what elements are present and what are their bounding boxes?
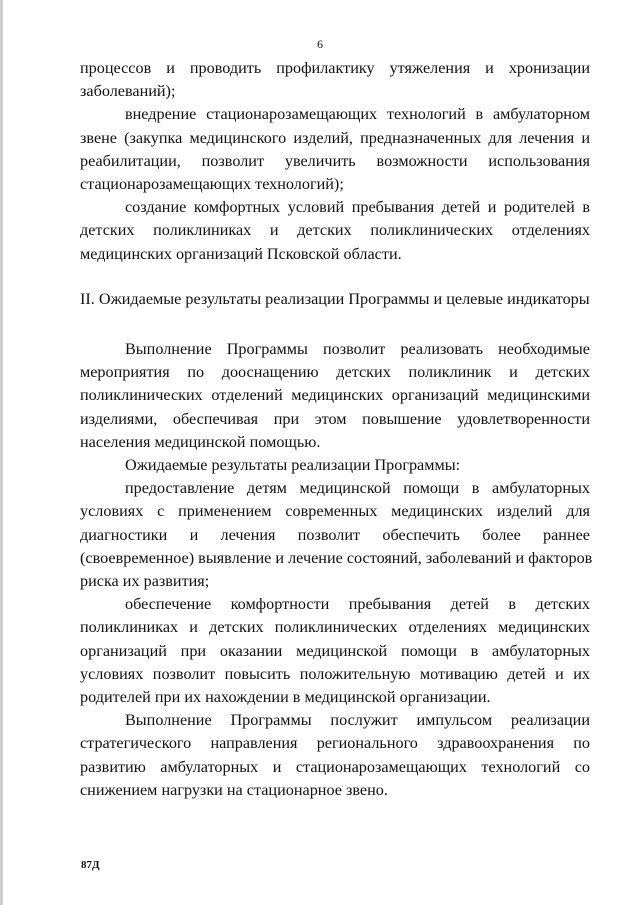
text-line: Выполнение Программы послужит импульсом реализации — [125, 711, 590, 730]
text-line: стационарозамещающих технологий); — [80, 175, 344, 194]
text-line: диагностики и лечения позволит обеспечить более раннее — [80, 525, 590, 544]
page-number: 6 — [317, 37, 323, 51]
paragraph — [80, 709, 590, 802]
text-line: медицинских организаций Псковской области. — [80, 244, 402, 263]
text-line: условиях позволит повысить положительную мотивацию детей и их — [80, 664, 590, 683]
paragraph — [80, 593, 590, 709]
footer-code: 87Д — [81, 859, 100, 871]
text-block-results — [80, 338, 593, 802]
text-line: детских поликлиниках и детских поликлинических отделениях — [80, 221, 590, 240]
paragraph — [80, 338, 590, 454]
text-line: снижением нагрузки на стационарное звено. — [80, 780, 388, 799]
text-line: обеспечение комфортности пребывания детей в детских — [125, 595, 590, 614]
text-block-intro — [80, 57, 590, 266]
text-line: стратегического направления регионального здравоохранения по — [80, 734, 590, 753]
text-line: условиях с применением современных медицинских изделий для — [80, 502, 590, 521]
text-line: развитию амбулаторных и стационарозамещающих технологий со — [80, 757, 590, 776]
text-line: изделиями, обеспечивая при этом повышение удовлетворенности — [80, 409, 590, 428]
text-line: (своевременное) выявление и лечение состояний, заболеваний и факторов — [80, 548, 593, 567]
text-line: Выполнение Программы позволит реализовать необходимые — [125, 340, 590, 358]
paragraph — [80, 477, 593, 593]
text-line: организаций при оказании медицинской помощи в амбулаторных — [80, 641, 590, 660]
text-line: родителей при их нахождении в медицинской организации. — [80, 688, 491, 707]
text-line: процессов и проводить профилактику утяжеления и хронизации — [80, 59, 590, 77]
text-line: звене (закупка медицинского изделий, предназначенных для лечения и — [80, 128, 590, 147]
text-line: предоставление детям медицинской помощи в амбулаторных — [125, 479, 590, 498]
paragraph — [80, 196, 590, 266]
text-line: риска их развития; — [80, 572, 210, 591]
text-line: реабилитации, позволит увеличить возможности использования — [80, 151, 590, 170]
text-line: заболеваний); — [80, 82, 176, 101]
text-line: населения медицинской помощью. — [80, 432, 321, 451]
text-line: поликлинических отделений медицинских организаций медицинскими — [80, 386, 590, 405]
text-line: мероприятия по дооснащению детских поликлиник и детских — [80, 363, 590, 382]
text-line: Ожидаемые результаты реализации Программы: — [125, 456, 461, 475]
paragraph — [80, 454, 590, 477]
paragraph — [80, 57, 590, 103]
text-line: создание комфортных условий пребывания детей и родителей в — [125, 198, 590, 217]
scan-edge — [0, 0, 3, 905]
text-line: внедрение стационарозамещающих технологий в амбулаторном — [125, 105, 590, 124]
paragraph — [80, 103, 590, 196]
section-heading: II. Ожидаемые результаты реализации Программы и целевые индикаторы — [80, 290, 590, 308]
text-line: поликлиниках и детских поликлинических отделениях медицинских — [80, 618, 590, 637]
